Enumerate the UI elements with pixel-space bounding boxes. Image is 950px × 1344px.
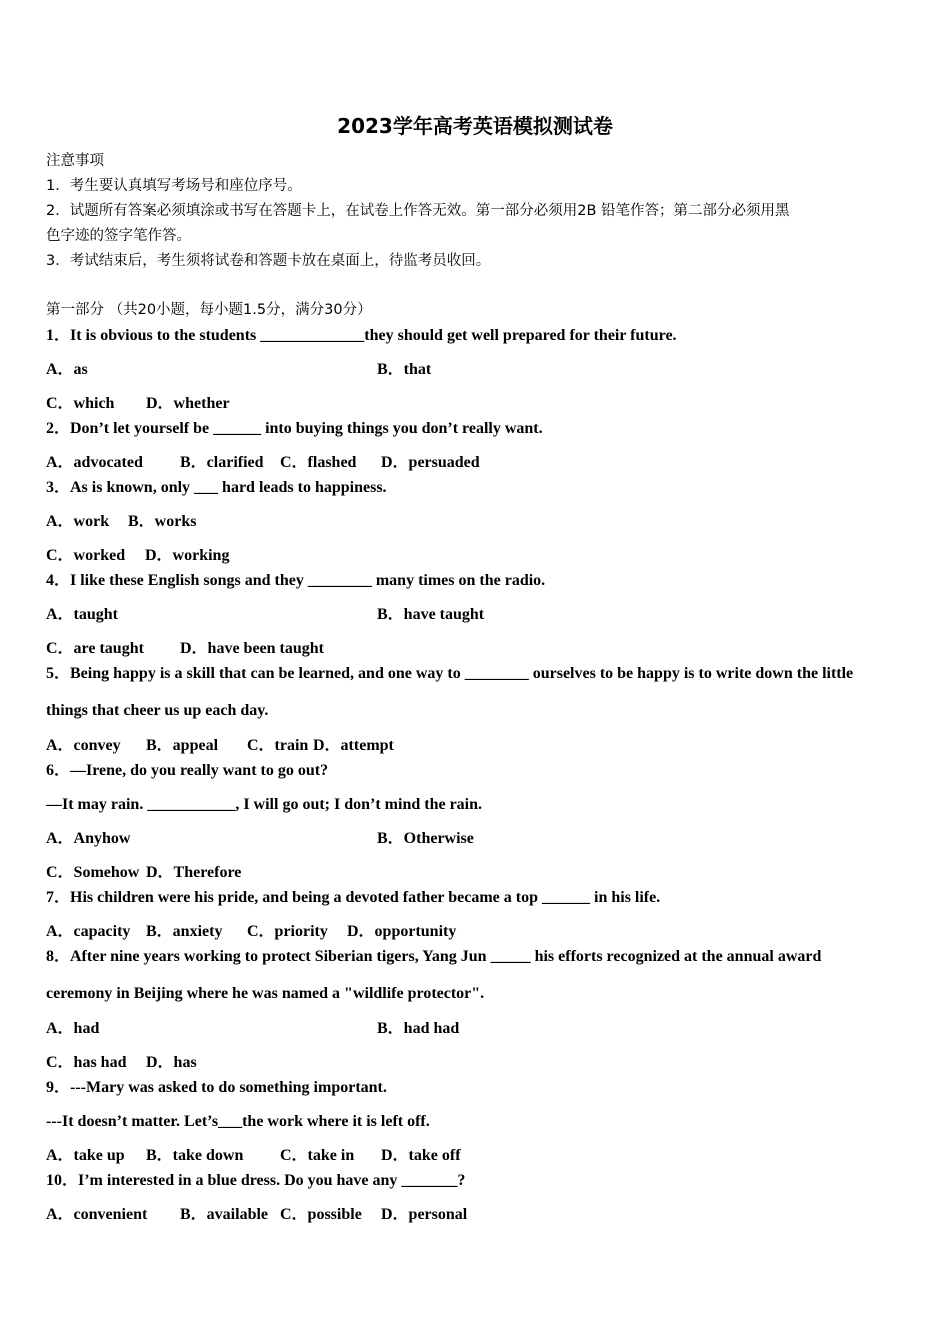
- option-c[interactable]: C．take in: [280, 1147, 355, 1164]
- option-c[interactable]: C．has had: [46, 1054, 127, 1071]
- notice-item: 1．考生要认真填写考场号和座位序号。: [46, 178, 302, 194]
- option-b[interactable]: B．available: [180, 1206, 269, 1223]
- option-a[interactable]: A．capacity: [46, 923, 131, 940]
- option-a[interactable]: A．as: [46, 361, 88, 378]
- option-c[interactable]: C．Somehow: [46, 864, 140, 881]
- question-stem: 3．As is known, only ___ hard leads to happiness.: [46, 479, 387, 496]
- option-a[interactable]: A．taught: [46, 606, 119, 623]
- question-stem: 7．His children were his pride, and being a devoted father became a top ______ in his life.: [46, 889, 661, 906]
- option-b[interactable]: B．clarified: [180, 454, 264, 471]
- question-stem-continued: ceremony in Beijing where he was named a "wildlife protector".: [46, 985, 485, 1002]
- question-stem: 10．I’m interested in a blue dress. Do you have any _______?: [46, 1172, 466, 1189]
- option-a[interactable]: A．work: [46, 513, 110, 530]
- option-a[interactable]: A．take up: [46, 1147, 125, 1164]
- question-stem: 2．Don’t let yourself be ______ into buying things you don’t really want.: [46, 420, 543, 437]
- option-c[interactable]: C．train: [247, 737, 309, 754]
- option-b[interactable]: B．appeal: [146, 737, 219, 754]
- option-d[interactable]: D．personal: [381, 1206, 468, 1223]
- option-d[interactable]: D．has: [146, 1054, 197, 1071]
- option-c[interactable]: C．possible: [280, 1206, 362, 1223]
- option-d[interactable]: D．have been taught: [180, 640, 325, 657]
- notice-item: 色字迹的签字笔作答。: [46, 228, 191, 244]
- option-d[interactable]: D．opportunity: [347, 923, 457, 940]
- option-d[interactable]: D．persuaded: [381, 454, 480, 471]
- option-b[interactable]: B．that: [377, 361, 432, 378]
- question-stem: 6．—Irene, do you really want to go out?: [46, 762, 329, 779]
- option-b[interactable]: B．had had: [377, 1020, 460, 1037]
- option-b[interactable]: B．have taught: [377, 606, 485, 623]
- notice-heading: 注意事项: [46, 153, 104, 169]
- option-b[interactable]: B．Otherwise: [377, 830, 474, 847]
- question-stem-continued: —It may rain. ___________, I will go out; I don’t mind the rain.: [46, 796, 483, 813]
- section-heading: 第一部分 （共20小题，每小题1.5分，满分30分）: [46, 302, 372, 318]
- option-a[interactable]: A．convenient: [46, 1206, 148, 1223]
- option-a[interactable]: A．Anyhow: [46, 830, 131, 847]
- option-b[interactable]: B．take down: [146, 1147, 244, 1164]
- question-stem-continued: things that cheer us up each day.: [46, 702, 269, 719]
- question-stem: 5．Being happy is a skill that can be learned, and one way to ________ ourselves to be happy is to write down the little: [46, 665, 854, 682]
- option-a[interactable]: A．advocated: [46, 454, 143, 471]
- option-c[interactable]: C．priority: [247, 923, 328, 940]
- option-b[interactable]: B．works: [128, 513, 197, 530]
- option-c[interactable]: C．flashed: [280, 454, 357, 471]
- option-c[interactable]: C．worked: [46, 547, 126, 564]
- option-d[interactable]: D．working: [145, 547, 230, 564]
- question-stem: 4．I like these English songs and they ________ many times on the radio.: [46, 572, 546, 589]
- question-stem: 9．---Mary was asked to do something important.: [46, 1079, 387, 1096]
- option-c[interactable]: C．are taught: [46, 640, 144, 657]
- question-stem: 8．After nine years working to protect Siberian tigers, Yang Jun _____ his efforts recognized at the annual award: [46, 948, 822, 965]
- option-a[interactable]: A．had: [46, 1020, 100, 1037]
- notice-item: 3．考试结束后，考生须将试卷和答题卡放在桌面上，待监考员收回。: [46, 253, 491, 269]
- page-title: 2023学年高考英语模拟测试卷: [337, 114, 613, 138]
- option-d[interactable]: D．Therefore: [146, 864, 242, 881]
- option-d[interactable]: D．take off: [381, 1147, 461, 1164]
- option-d[interactable]: D．whether: [146, 395, 230, 412]
- notice-item: 2．试题所有答案必须填涂或书写在答题卡上，在试卷上作答无效。第一部分必须用2B 铅笔作答；第二部分必须用黑: [46, 203, 790, 219]
- option-b[interactable]: B．anxiety: [146, 923, 223, 940]
- question-stem-continued: ---It doesn’t matter. Let’s___the work where it is left off.: [46, 1113, 430, 1130]
- option-a[interactable]: A．convey: [46, 737, 121, 754]
- option-c[interactable]: C．which: [46, 395, 115, 412]
- option-d[interactable]: D．attempt: [313, 737, 394, 754]
- question-stem: 1．It is obvious to the students _____________they should get well prepared for their future.: [46, 327, 677, 344]
